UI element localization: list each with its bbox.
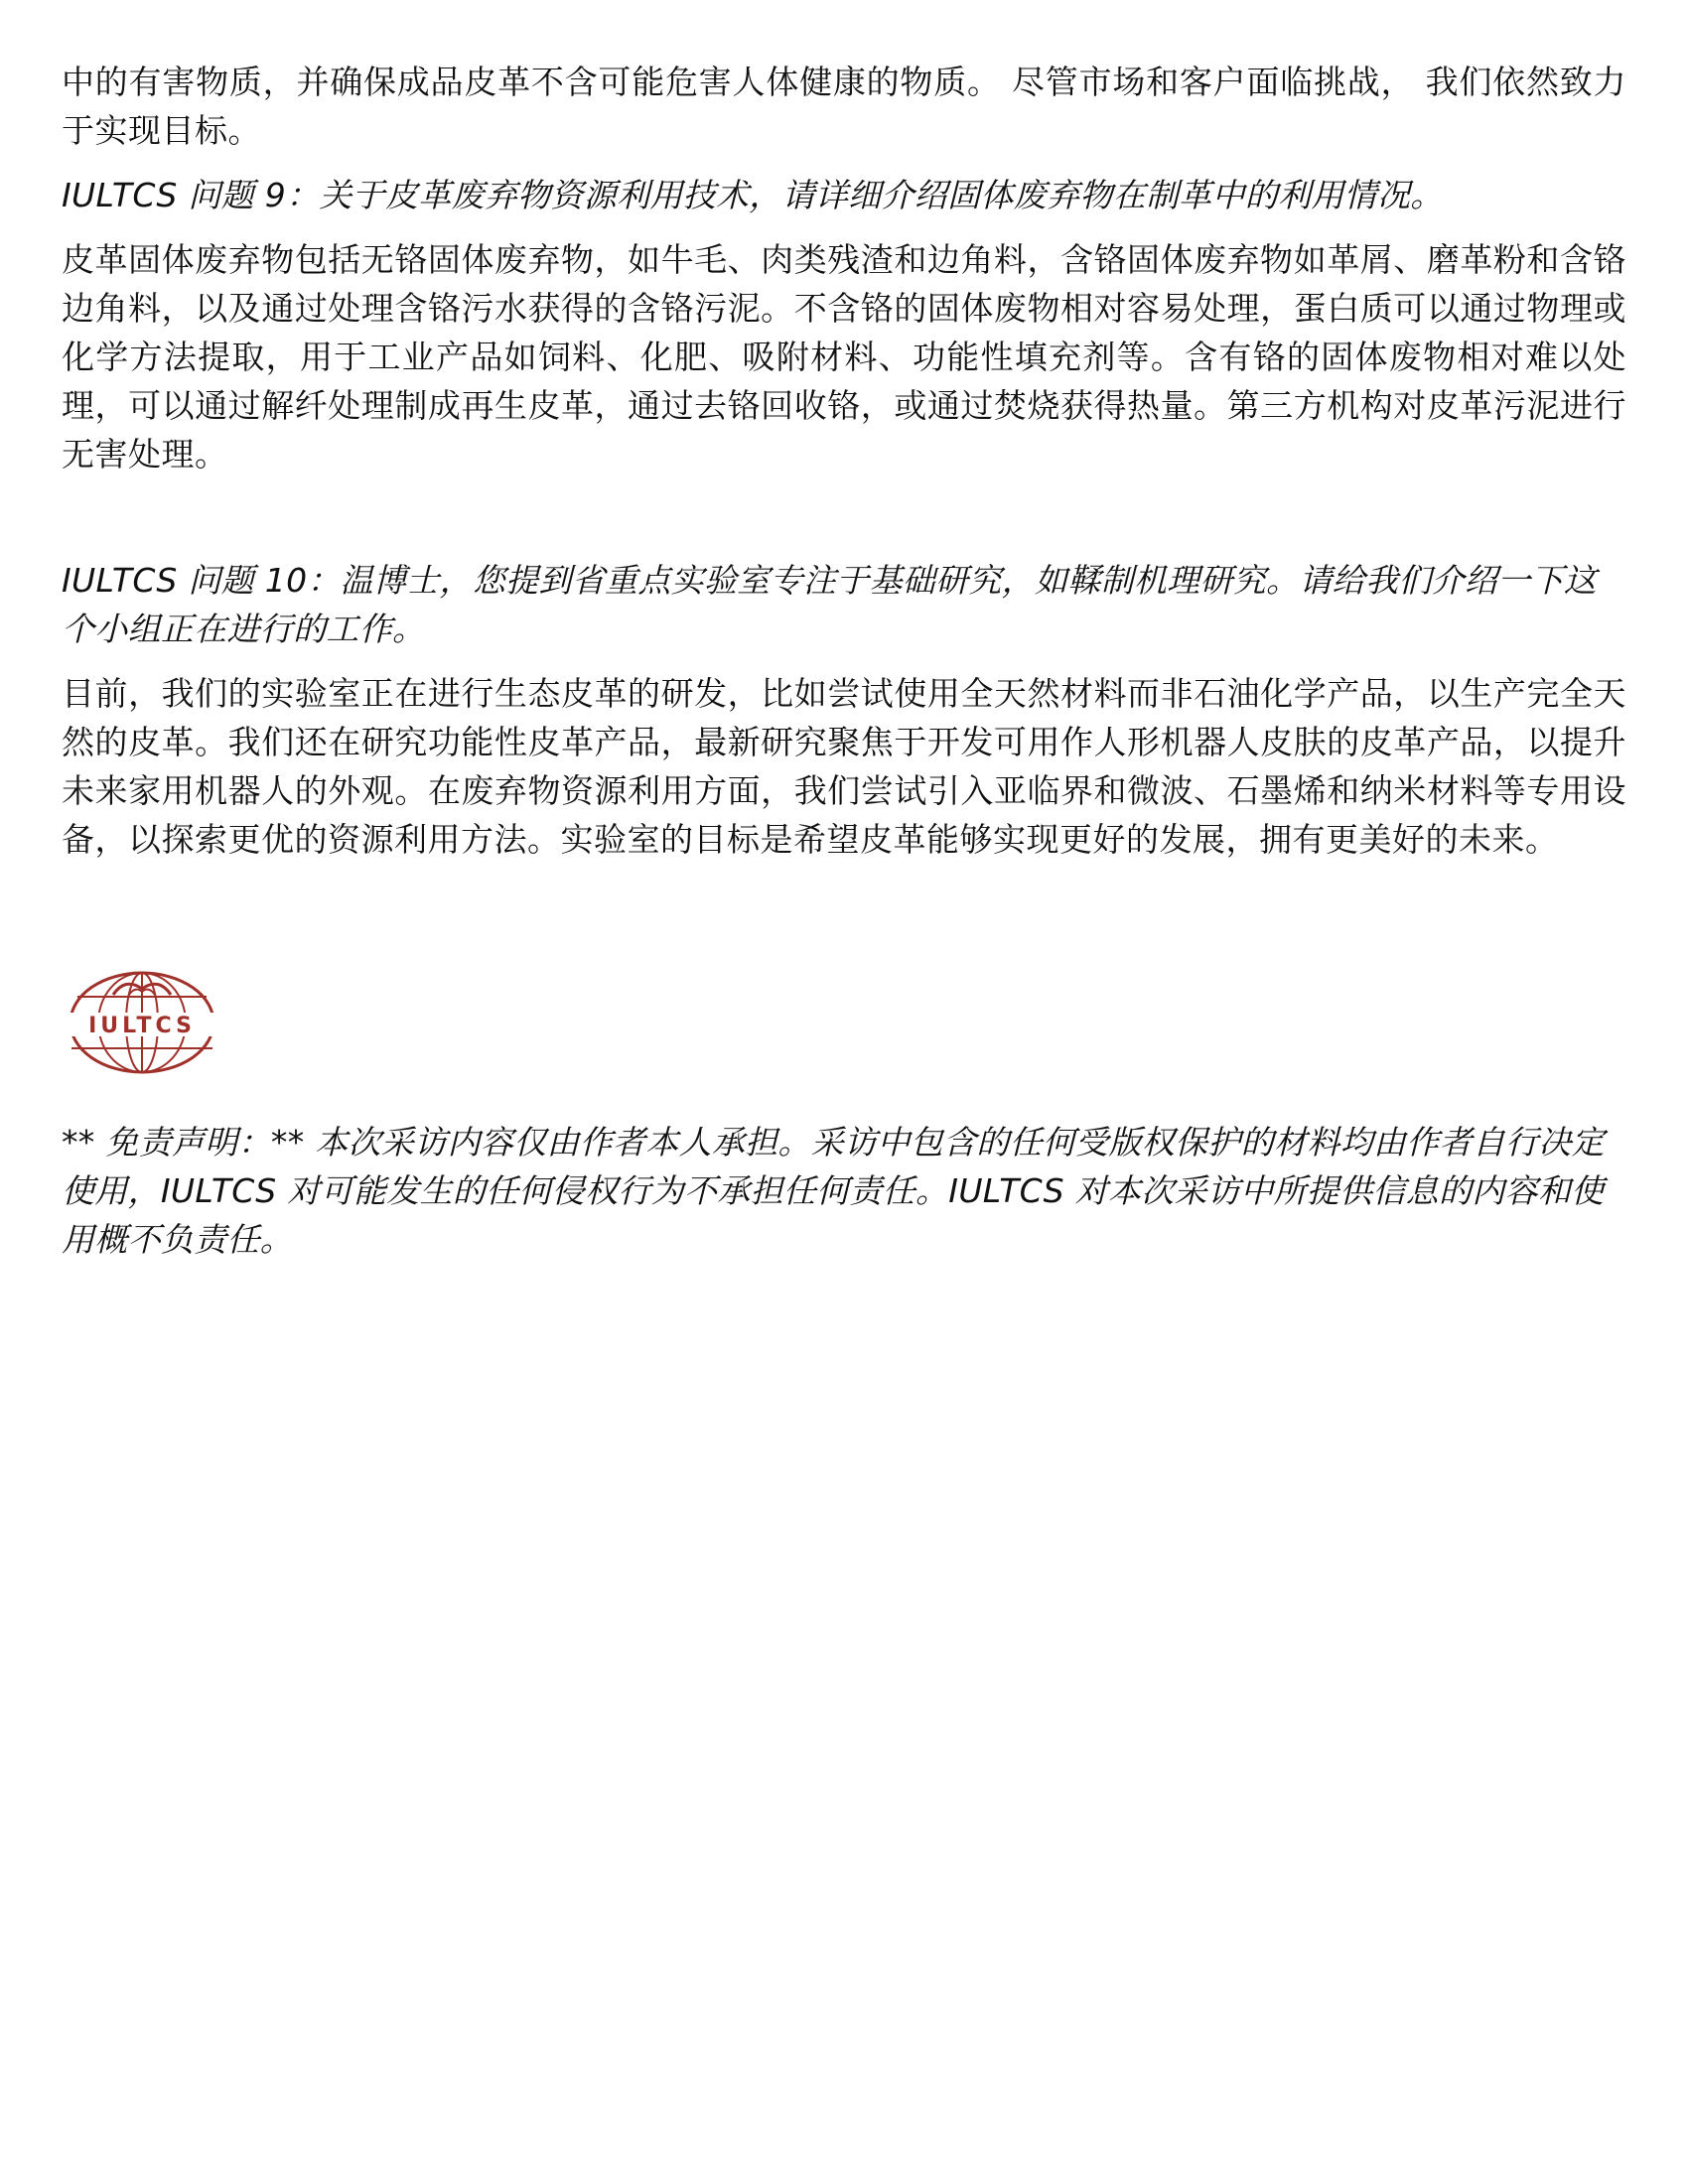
section-gap (62, 494, 1626, 556)
answer-10: 目前，我们的实验室正在进行生态皮革的研发，比如尝试使用全天然材料而非石油化学产品，以生产完全天然的皮革。我们还在研究功能性皮革产品，最新研究聚焦于开发可用作人形机器人皮肤的皮革产品，以提升未来家用机器人的外观。在废弃物资源利用方面，我们尝试引入亚临界和微波、石墨烯和纳米材料等专用设备，以探索更优的资源利用方法。实验室的目标是希望皮革能够实现更好的发展，拥有更美好的未来。 (62, 674, 1626, 859)
answer-9: 皮革固体废弃物包括无铬固体废弃物，如牛毛、肉类残渣和边角料，含铬固体废弃物如革屑、磨革粉和含铬边角料，以及通过处理含铬污水获得的含铬污泥。不含铬的固体废物相对容易处理，蛋白质可以通过物理或化学方法提取，用于工业产品如饲料、化肥、吸附材料、功能性填充剂等。含有铬的固体废物相对难以处理，可以通过解纤处理制成再生皮革，通过去铬回收铬，或通过焚烧获得热量。第三方机构对皮革污泥进行无害处理。 (62, 240, 1626, 474)
question-9: IULTCS 问题 9：关于皮革废弃物资源利用技术，请详细介绍固体废弃物在制革中的利用情况。 (62, 176, 1444, 214)
disclaimer: ** 免责声明：** 本次采访内容仅由作者本人承担。采访中包含的任何受版权保护的材料均由作者自行决定使用，IULTCS 对可能发生的任何侵权行为不承担任何责任。IULTCS 对本次采访中所提供信息的内容和使用概不负责任。 (62, 1123, 1605, 1259)
question-10: IULTCS 问题 10：温博士，您提到省重点实验室专注于基础研究，如鞣制机理研究。请给我们介绍一下这个小组正在进行的工作。 (62, 561, 1598, 648)
section-gap (62, 880, 1626, 969)
intro-paragraph: 中的有害物质，并确保成品皮革不含可能危害人体健康的物质。 尽管市场和客户面临挑战， 我们依然致力于实现目标。 (62, 63, 1626, 150)
iultcs-logo (62, 969, 222, 1076)
document-page (62, 58, 1626, 1264)
logo-text: IULTCS (88, 1014, 196, 1038)
